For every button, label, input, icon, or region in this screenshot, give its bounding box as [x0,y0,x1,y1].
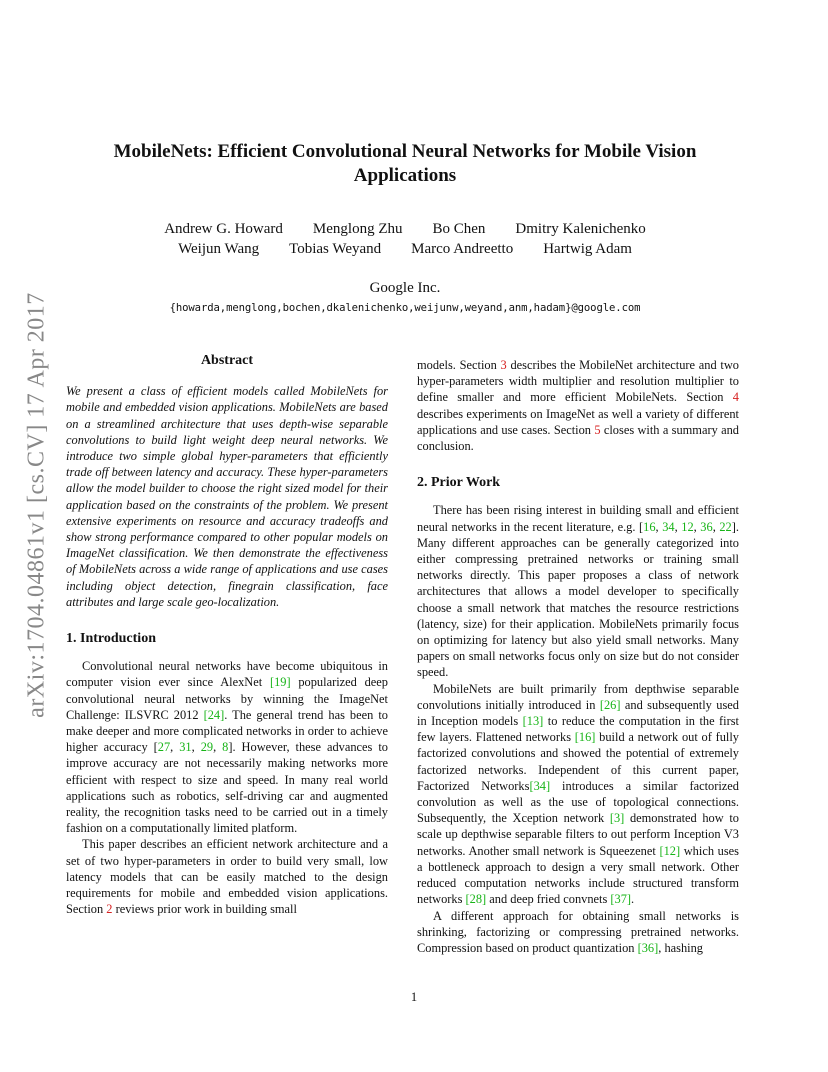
citation-link[interactable]: [19] [269,675,291,690]
author: Bo Chen [432,221,486,237]
author-row-2 [90,239,720,259]
arxiv-sidebar [8,245,66,765]
citation-link[interactable]: [3] [609,811,625,826]
right-column [417,357,739,956]
author: Hartwig Adam [543,241,632,257]
citation-link[interactable]: 12 [681,519,694,534]
intro-paragraph-2: This paper describes an efficient network architecture and a set of two hyper-parameters in order to build very small, low latency models that can be easily matched to the design requirements for mobile and embedded vision applications. Section 2 reviews prior work in building small [66,837,388,917]
affiliation: Google Inc. [369,280,441,296]
citation-link[interactable]: 31 [179,740,192,755]
prior-work-paragraph-3: A different approach for obtaining small networks is shrinking, factorizing or compressing pretrained networks. Compression based on product quantization [36], hashing [417,908,739,955]
section-link[interactable]: 3 [500,358,507,372]
intro-paragraph-2-continued: models. Section 3 describes the MobileNet architecture and two hyper-parameters width multiplier and resolution multiplier to define smaller and more efficient MobileNets. Section 4 describes experiments on ImageNet as well a variety of different applications and use cases. Section 5 closes with a summary and conclusion. [417,358,739,454]
abstract-text: We present a class of efficient models called MobileNets for mobile and embedded vision applications. MobileNets are based on a streamlined architecture that uses depth-wise separable convolutions to build light weight deep neural networks. We introduce two simple global hyper-parameters that efficiently trade off between latency and accuracy. These hyper-parameters allow the model builder to choose the right sized model for their application based on the constraints of the problem. We present extensive experiments on resource and accuracy tradeoffs and show strong performance compared to other popular models on ImageNet classification. We then demonstrate the effectiveness of MobileNets across a wide range of applications and use cases including object detection, finegrain classification, face attributes and large scale geo-localization. [66,384,388,609]
citation-link[interactable]: [37] [610,892,632,907]
citation-link[interactable]: 27 [157,740,171,755]
author: Tobias Weyand [289,241,382,257]
citation-link[interactable]: 22 [719,519,732,534]
citation-link[interactable]: [12] [659,843,681,858]
author: Weijun Wang [178,241,260,257]
author: Menglong Zhu [312,221,403,237]
author-emails: {howarda,menglong,bochen,dkalenichenko,weijunw,weyand,anm,hadam}@google.com [169,302,641,314]
arxiv-identifier: arXiv:1704.04861v1 [cs.CV] 17 Apr 2017 [23,292,50,718]
section-link[interactable]: 4 [732,390,739,405]
section-link[interactable]: 5 [594,422,601,437]
citation-link[interactable]: [34] [529,778,551,793]
citation-link[interactable]: 8 [222,740,229,755]
page-number: 1 [410,990,418,1004]
author-list [90,219,720,259]
citation-link[interactable]: 34 [662,519,675,534]
left-column [66,353,388,918]
citation-link[interactable]: 29 [200,740,214,755]
citation-link[interactable]: [13] [522,714,544,729]
section-heading-prior-work: 2. Prior Work [417,475,501,491]
citation-link[interactable]: [16] [574,730,596,745]
paper-title: MobileNets: Efficient Convolutional Neural Networks for Mobile Vision Applications [113,141,697,186]
abstract-heading: Abstract [200,353,254,368]
citation-link[interactable]: [26] [599,697,621,712]
citation-link[interactable]: [36] [637,940,659,955]
author-row-1 [90,219,720,239]
author: Andrew G. Howard [164,221,283,237]
author: Dmitry Kalenichenko [515,221,646,237]
prior-work-paragraph-1: There has been rising interest in building small and efficient neural networks in the recent literature, e.g. [16, 34, 12, 36, 22]. Many different approaches can be generally categorized into either compressing pretrained networks or training small networks directly. This paper proposes a class of network architectures that allows a model developer to specifically choose a small network that matches the resource restrictions (latency, size) for their application. MobileNets primarily focus on optimizing for latency but also yield small networks. Many papers on small networks focus only on size but do not consider speed. [417,503,739,680]
citation-link[interactable]: [28] [465,892,487,907]
citation-link[interactable]: 16 [643,519,656,534]
section-link[interactable]: 2 [106,902,113,917]
section-heading-introduction: 1. Introduction [66,631,156,647]
citation-link[interactable]: [24] [203,707,225,722]
intro-paragraph-1: Convolutional neural networks have become ubiquitous in computer vision ever since AlexNet [19] popularized deep convolutional neural networks by winning the ImageNet Challenge: ILSVRC 2012 [24]. The general trend has been to make deeper and more complicated networks in order to achieve higher accuracy [27, 31, 29, 8]. However, these advances to improve accuracy are not necessarily making networks more efficient with respect to size and speed. In many real world applications such as robotics, self-driving car and augmented reality, the recognition tasks need to be carried out in a timely fashion on a computationally limited platform. [66,659,388,836]
author: Marco Andreetto [411,241,514,257]
citation-link[interactable]: 36 [700,519,713,534]
prior-work-paragraph-2: MobileNets are built primarily from depthwise separable convolutions initially introduced in [26] and subsequently used in Inception models [13] to reduce the computation in the first few layers. Flattened networks [16] build a network out of fully factorized convolutions and showed the potential of extremely factorized networks. Independent of this current paper, Factorized Networks[34] introduces a similar factorized convolution as well as the use of topological connections. Subsequently, the Xception network [3] demonstrated how to scale up depthwise separable filters to out perform Inception V3 networks. Another small network is Squeezenet [12] which uses a bottleneck approach to design a very small network. Other reduced computation networks include structured transform networks [28] and deep fried convnets [37]. [417,681,740,907]
